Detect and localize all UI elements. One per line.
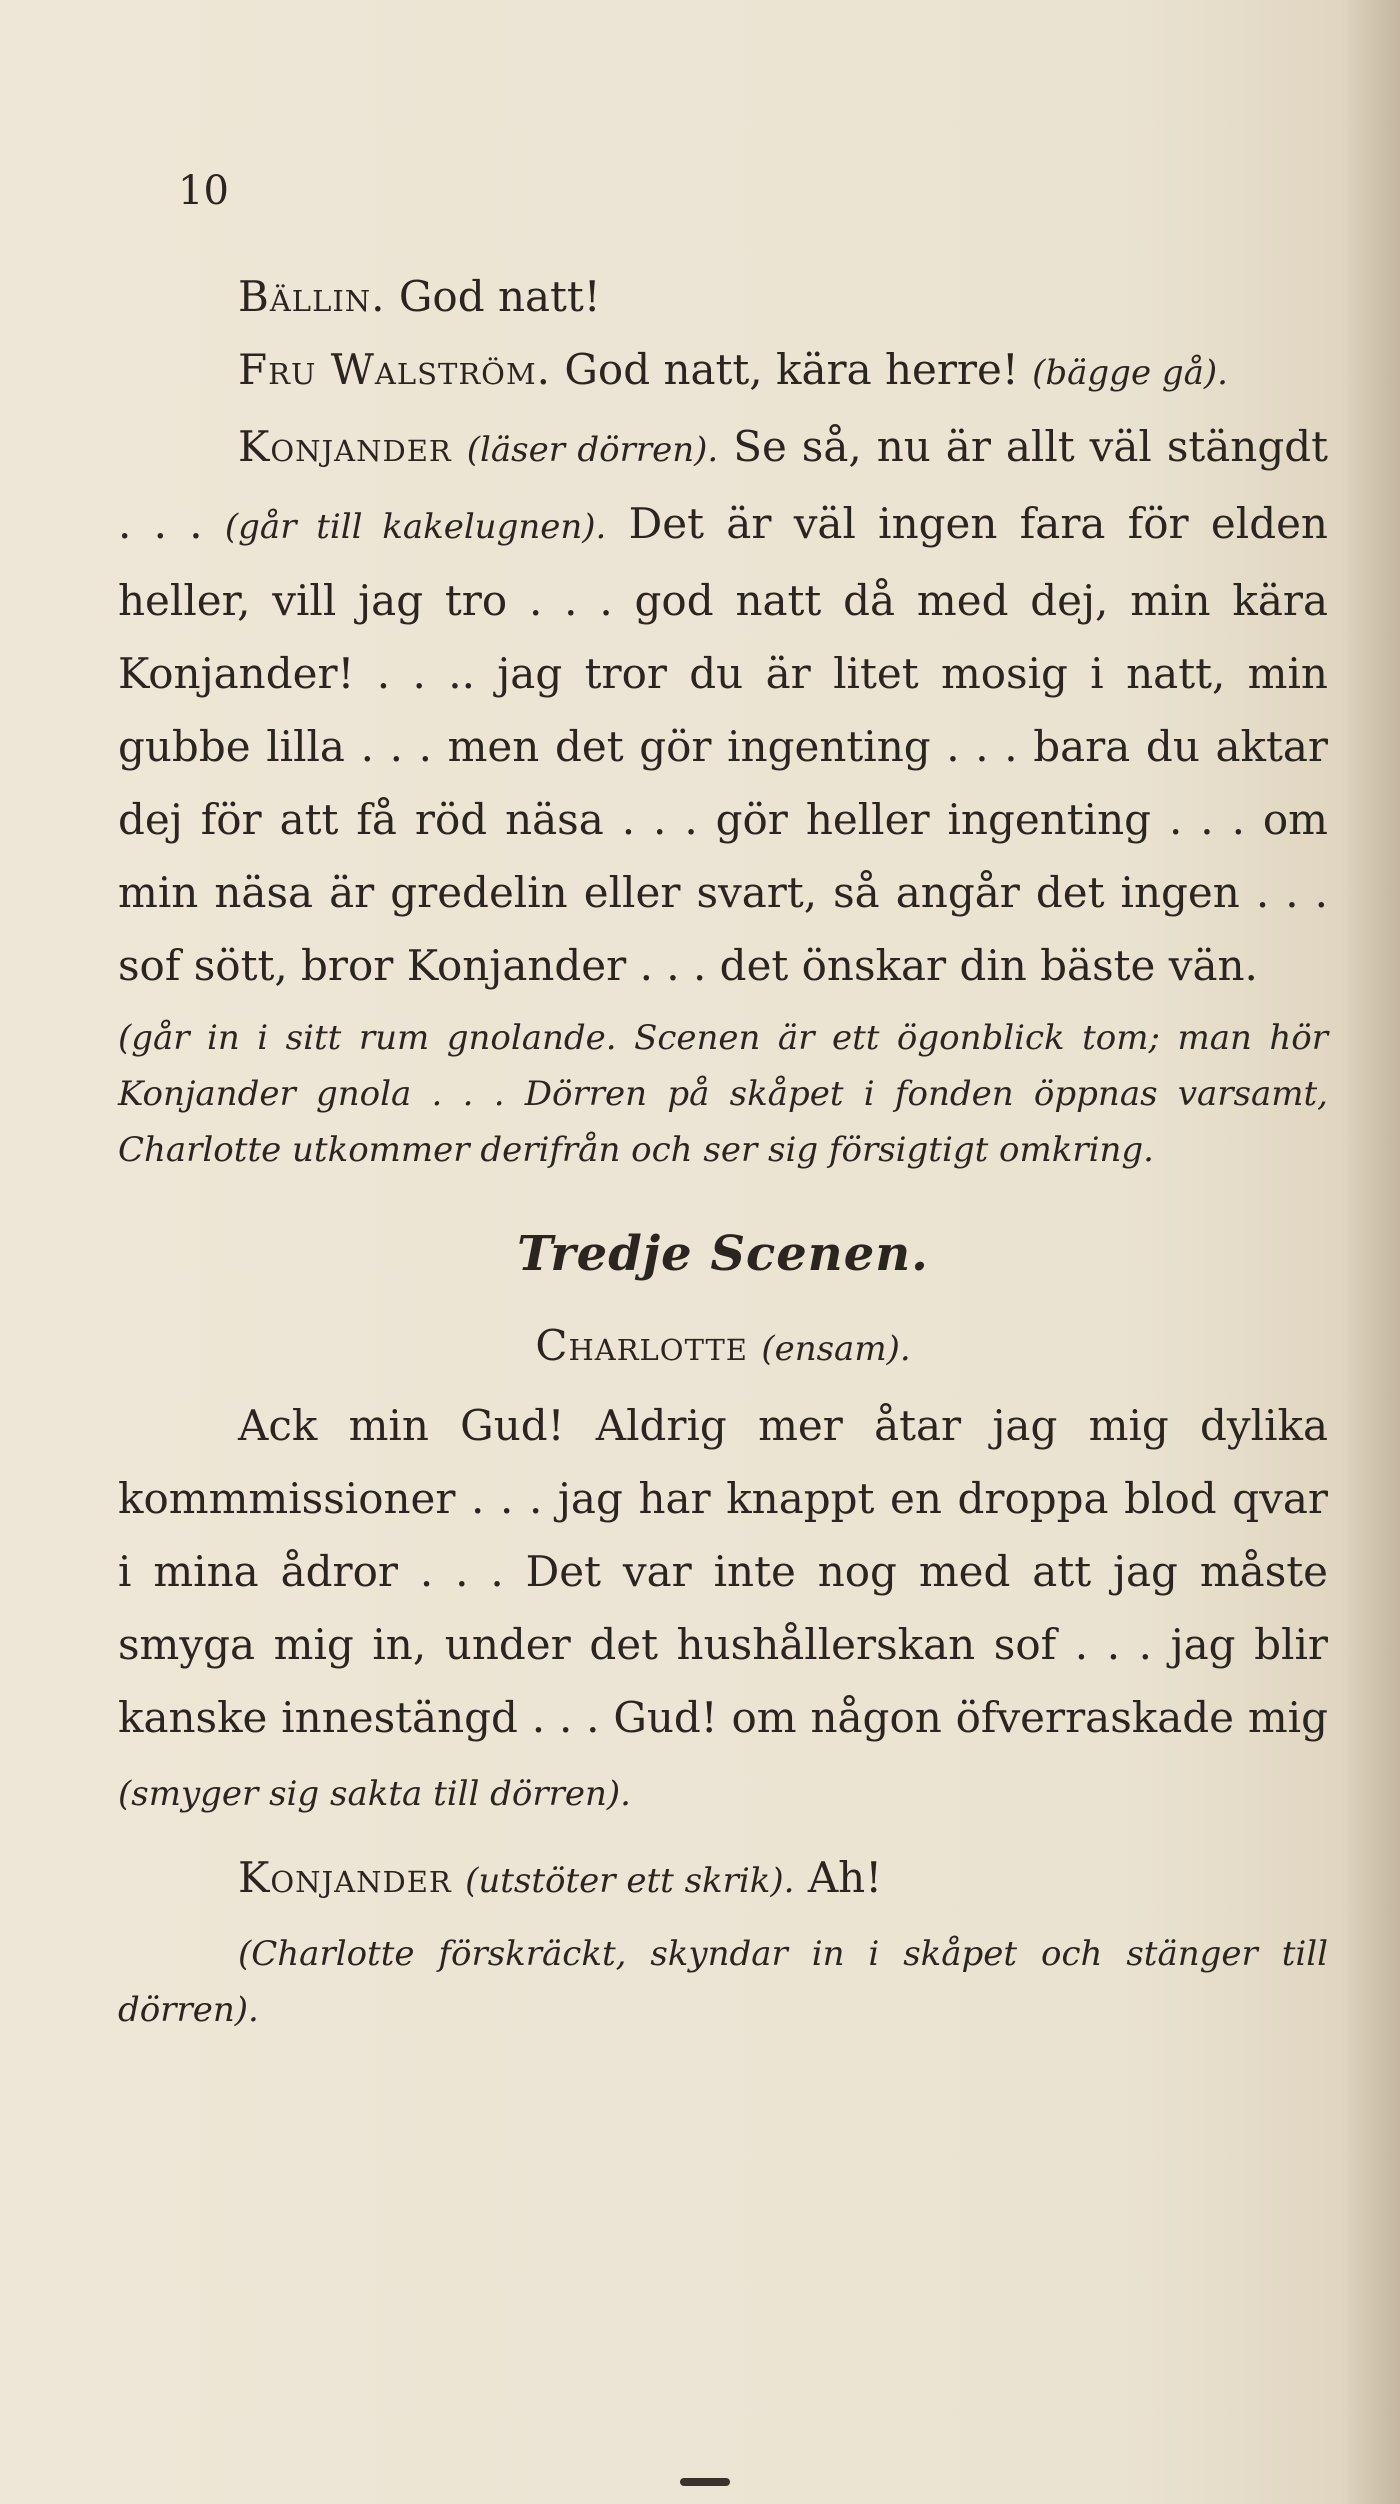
speaker-name: Konjander bbox=[238, 1853, 452, 1902]
stage-direction: (går till kakelugnen). bbox=[224, 507, 607, 547]
stage-direction: (bägge gå). bbox=[1032, 353, 1228, 393]
page-edge-shadow bbox=[1340, 0, 1400, 2504]
speaker-name: Charlotte bbox=[535, 1321, 748, 1370]
dialogue-text: Ack min Gud! Aldrig mer åtar jag mig dylika kommmissioner . . . jag har knappt en droppa blod qvar i mina ådror . . . Det var inte nog med att jag måste smyga mig in, under det hushållerskan sof . . . jag blir kanske innestängd . . . Gud! om någon öfverraskade mig bbox=[118, 1401, 1328, 1742]
printer-mark bbox=[680, 2478, 730, 2486]
dialogue-konjander-scream bbox=[118, 1841, 1328, 1918]
stage-direction: (läser dörren). bbox=[466, 430, 719, 470]
stage-direction: (utstöter ett skrik). bbox=[465, 1861, 795, 1901]
page-number: 10 bbox=[178, 168, 229, 214]
dialogue-text: God natt! bbox=[398, 272, 601, 321]
dialogue-charlotte bbox=[118, 1389, 1328, 1831]
dialogue-text: Det är väl ingen fara för elden heller, vill jag tro . . . god natt då med dej, min kära Konjander! . . .. jag tror du är litet mosig i natt, min gubbe lilla . . . men det gör ingenting . . . bara du aktar dej för att få röd näsa . . . gör heller ingenting . . . om min näsa är gredelin eller svart, så angår det ingen . . . sof sött, bror Konjander . . . det önskar din bäste vän. bbox=[118, 499, 1328, 990]
dialogue-text: Se så, nu är allt väl stängdt . . . bbox=[118, 422, 1328, 548]
stage-direction-block: (går in i sitt rum gnolande. Scenen är ett ögonblick tom; man hör Konjander gnola . . . Dörren på skåpet i fonden öppnas varsamt, Charlotte utkommer derifrån och ser sig försigtigt omkring. bbox=[118, 1018, 1328, 1170]
speaker-name: Bällin. bbox=[238, 272, 386, 321]
stage-direction-block: (Charlotte förskräckt, skyndar in i skåpet och stänger till dörren). bbox=[118, 1934, 1328, 2030]
speaker-name: Konjander bbox=[238, 422, 452, 471]
speaker-name: Fru Walström. bbox=[238, 345, 552, 394]
dialogue-text: God natt, kära herre! bbox=[564, 345, 1019, 394]
scene-speaker-heading bbox=[118, 1306, 1328, 1389]
dialogue-konjander-monologue bbox=[118, 410, 1328, 1002]
spacer bbox=[118, 1831, 1328, 1841]
text-block bbox=[118, 260, 1328, 2038]
dialogue-text: Ah! bbox=[807, 1853, 883, 1902]
dialogue-fru-walstrom bbox=[118, 333, 1328, 410]
dialogue-ballin bbox=[118, 260, 1328, 333]
stage-direction: (ensam). bbox=[761, 1329, 911, 1369]
stage-direction: (smyger sig sakta till dörren). bbox=[118, 1774, 631, 1814]
scene-title: Tredje Scenen. bbox=[517, 1226, 929, 1282]
